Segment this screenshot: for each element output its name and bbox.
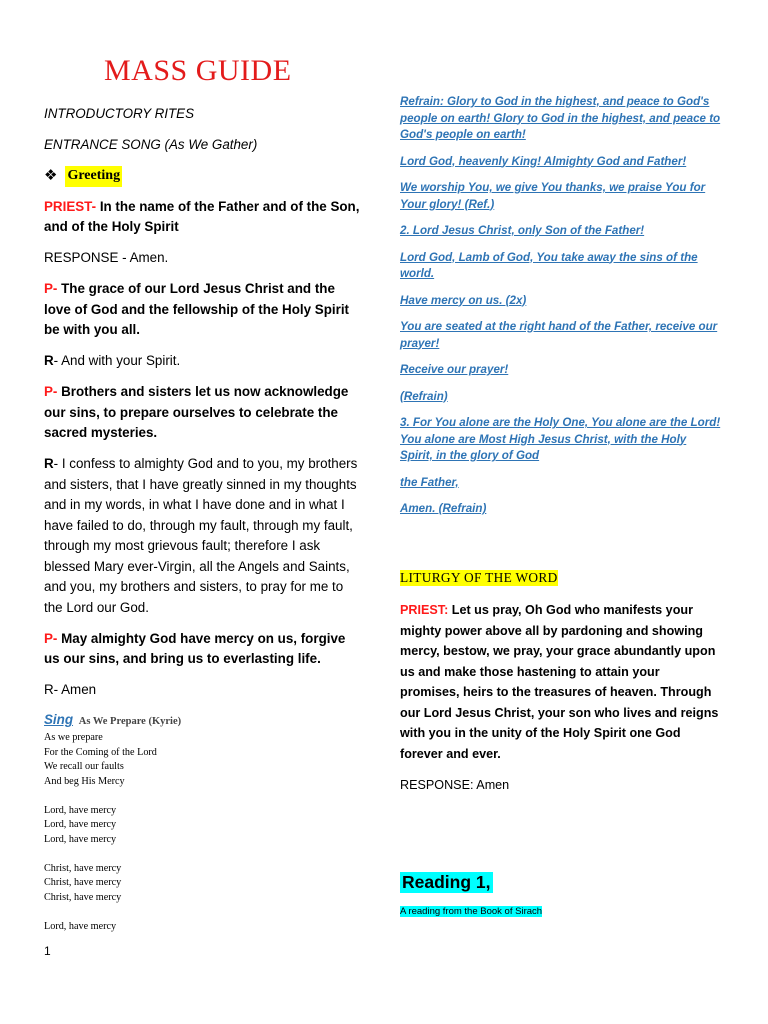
hymn-stanza-2	[44, 804, 360, 848]
response-confiteor	[44, 454, 360, 618]
hymn-line: Christ, have mercy	[44, 862, 122, 874]
response-amen-3: RESPONSE: Amen	[400, 777, 510, 792]
response-spirit-text: - And with your Spirit.	[53, 353, 181, 368]
hymn-line: As we prepare	[44, 732, 103, 743]
gloria-line[interactable]: 3. For You alone are the Holy One, You alone are the Lord! You alone are Most High Jesus Christ, with the Holy Spirit, in the glory of God	[400, 416, 721, 462]
section-introductory-rites: INTRODUCTORY RITES	[44, 106, 195, 121]
priest-greeting-text: In the name of the Father and of the Son, and of the Holy Spirit	[44, 198, 360, 234]
priest-greeting	[44, 197, 360, 238]
sing-label: Sing	[44, 712, 74, 727]
reading-heading: Reading 1,	[402, 872, 491, 892]
gloria-section	[400, 94, 722, 528]
p-label: P-	[44, 281, 58, 296]
entrance-song: ENTRANCE SONG (As We Gather)	[44, 137, 258, 152]
gloria-line[interactable]: 2. Lord Jesus Christ, only Son of the Father!	[400, 224, 645, 237]
hymn-line: Lord, have mercy	[44, 833, 117, 845]
diamond-bullet-icon: ❖	[44, 167, 58, 185]
priest-grace	[44, 279, 360, 341]
priest-acknowledge-text: Brothers and sisters let us now acknowledge our sins, to prepare ourselves to celebrate the sacred mysteries.	[44, 384, 349, 440]
gloria-line[interactable]: Lord God, Lamb of God, You take away the sins of the world.	[400, 250, 698, 280]
hymn-line: Christ, have mercy	[44, 877, 122, 888]
priest-prayer-text: Let us pray, Oh God who manifests your mighty power above all by pardoning and showing mercy, bestow, we pray, your grace abundantly upon us and make those hastening to attain your promises, heirs to the treasures of heaven. Through our Lord Jesus Christ, your son who lives and reigns with you in the unity of the Holy Spirit one God forever and ever.	[400, 603, 719, 761]
p-label: P-	[44, 630, 58, 646]
liturgy-of-the-word-heading: LITURGY OF THE WORD	[400, 570, 558, 585]
gloria-line[interactable]: the Father,	[400, 475, 459, 489]
hymn-line: We recall our faults	[44, 761, 124, 772]
hymn-title: As We Prepare (Kyrie)	[78, 716, 182, 727]
hymn-line: Lord, have mercy	[44, 819, 117, 830]
gloria-line[interactable]: Amen. (Refrain)	[400, 502, 487, 515]
response-amen-2: R- Amen	[44, 682, 97, 697]
hymn-lyrics	[44, 731, 360, 934]
priest-absolution	[44, 629, 360, 670]
hymn-heading	[44, 711, 360, 731]
response-spirit	[44, 351, 360, 372]
hymn-line: And beg His Mercy	[44, 775, 125, 787]
r-label: R	[44, 353, 54, 368]
reading-subtitle: A reading from the Book of Sirach	[400, 906, 543, 917]
opening-prayer	[400, 600, 722, 806]
left-column	[44, 104, 360, 949]
hymn-line: Lord, have mercy	[44, 920, 117, 932]
p-label: P-	[44, 384, 58, 399]
gloria-line[interactable]: Lord God, heavenly King! Almighty God and Father!	[400, 154, 687, 168]
gloria-line[interactable]: Receive our prayer!	[400, 363, 509, 376]
priest-prayer	[400, 600, 722, 764]
hymn-stanza-1	[44, 731, 360, 789]
gloria-line[interactable]: (Refrain)	[400, 389, 448, 403]
priest-absolution-text: May almighty God have mercy on us, forgive us our sins, and bring us to everlasting life.	[44, 630, 346, 666]
hymn-line: For the Coming of the Lord	[44, 746, 157, 758]
greeting-label: Greeting	[65, 166, 122, 187]
gloria-line[interactable]: Have mercy on us. (2x)	[400, 293, 527, 307]
hymn-line: Christ, have mercy	[44, 891, 122, 903]
confiteor-text: - I confess to almighty God and to you, my brothers and sisters, that I have greatly sinned in my thoughts and in my words, in what I have done and in what I have failed to do, through my fault, through my fault, through my most grievous fault; therefore I ask blessed Mary ever-Virgin, all the Angels and Saints, and you, my brothers and sisters, to pray for me to the Lord our God.	[44, 456, 358, 615]
priest-label: PRIEST-	[44, 198, 97, 214]
r-label: R	[44, 456, 54, 471]
hymn-line: Lord, have mercy	[44, 804, 117, 816]
priest-acknowledge	[44, 382, 360, 444]
gloria-line[interactable]: Refrain: Glory to God in the highest, and peace to God's people on earth! Glory to God in the highest, and peace to God's people on earth!	[400, 95, 721, 141]
hymn-stanza-3	[44, 862, 360, 906]
gloria-line[interactable]: You are seated at the right hand of the Father, receive our prayer!	[400, 320, 718, 350]
hymn-stanza-4	[44, 920, 360, 935]
page-number: 1	[44, 944, 51, 958]
gloria-line[interactable]: We worship You, we give You thanks, we praise You for Your glory! (Ref.)	[400, 181, 706, 211]
priest-label: PRIEST:	[400, 603, 449, 617]
page-title: MASS GUIDE	[104, 54, 292, 87]
response-amen: RESPONSE - Amen.	[44, 250, 169, 265]
priest-grace-text: The grace of our Lord Jesus Christ and the love of God and the fellowship of the Holy Spirit be with you all.	[44, 281, 350, 337]
greeting-heading	[44, 166, 360, 187]
